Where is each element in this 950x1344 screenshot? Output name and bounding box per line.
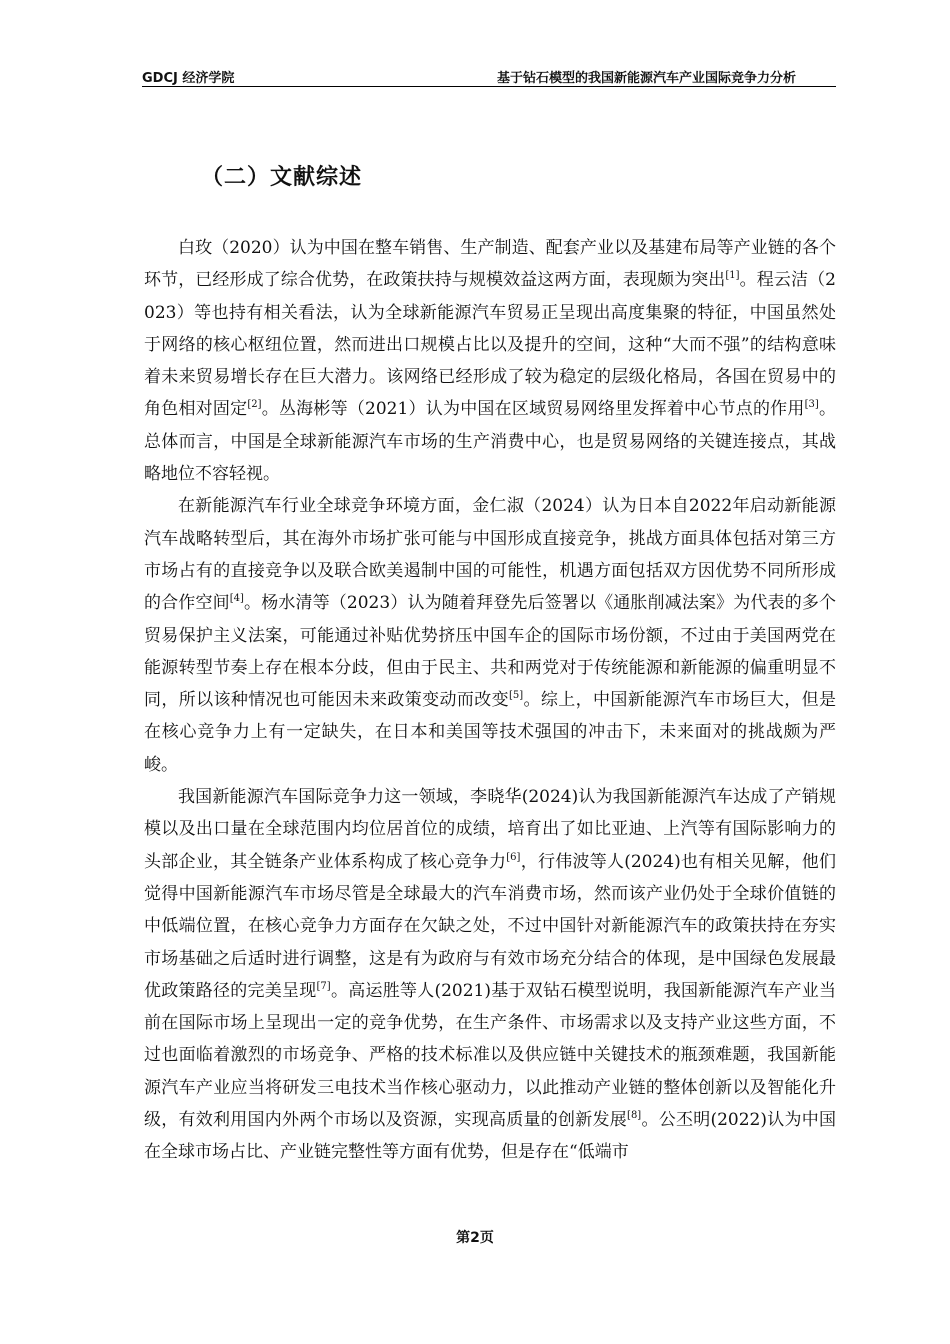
text-run: 。综上，中国新能源汽车市场巨大，但是在核心竞争力上有一定缺失，在日本和美国等技术强国的冲击下，未来面对的挑战颇为严峻。	[144, 690, 836, 775]
text-run: 。程云洁（2023）等也持有相关看法，认为全球新能源汽车贸易正呈现出高度集聚的特征，中国虽然处于网络的核心枢纽位置，然而进出口规模占比以及提升的空间，这种“大而不强”的结构意味着未来贸易增长存在巨大潜力。该网络已经形成了较为稳定的层级化格局，各国在贸易中的角色相对固定	[144, 270, 836, 420]
header-paper-title: 基于钻石模型的我国新能源汽车产业国际竞争力分析	[496, 71, 796, 86]
header-institution: GDCJ 经济学院	[142, 71, 235, 86]
paragraph-1	[144, 232, 836, 490]
text-run: 在新能源汽车行业全球竞争环境方面，金仁淑（2024）认为日本自2022年启动新能源汽车战略转型后，其在海外市场扩张可能与中国形成直接竞争，挑战方面具体包括对第三方市场占有的直接竞争以及联合欧美遏制中国的可能性，机遇方面包括双方因优势不同所形成的合作空间	[144, 496, 836, 614]
citation-ref[interactable]: [4]	[229, 593, 244, 605]
page-header	[142, 66, 836, 87]
text-run: ，行伟波等人(2024)也有相关见解，他们觉得中国新能源汽车市场尽管是全球最大的汽车消费市场，然而该产业仍处于全球价值链的中低端位置，在核心竞争力方面存在欠缺之处，不过中国针对新能源汽车的政策扶持在夯实市场基础之后适时进行调整，这是有为政府与有效市场充分结合的体现，是中国绿色发展最优政策路径的完美呈现	[144, 851, 837, 1001]
text-run: 。杨水清等（2023）认为随着拜登先后签署以《通胀削减法案》为代表的多个贸易保护主义法案，可能通过补贴优势挤压中国车企的国际市场份额，不过由于美国两党在能源转型节奏上存在根本分歧，但由于民主、共和两党对于传统能源和新能源的偏重明显不同，所以该种情况也可能因未来政策变动而改变	[144, 593, 836, 711]
paragraph-2	[144, 490, 836, 781]
section-title: （二）文献综述	[201, 165, 363, 190]
citation-ref[interactable]: [8]	[627, 1110, 642, 1122]
text-run: 。高运胜等人(2021)基于双钻石模型说明，我国新能源汽车产业当前在国际市场上呈现出一定的竞争优势，在生产条件、市场需求以及支持产业这些方面，不过也面临着激烈的市场竞争、严格的技术标准以及供应链中关键技术的瓶颈难题，我国新能源汽车产业应当将研发三电技术当作核心驱动力，以此推动产业链的整体创新以及智能化升级，有效利用国内外两个市场以及资源，实现高质量的创新发展	[144, 980, 836, 1131]
text-run: 。丛海彬等（2021）认为中国在区域贸易网络里发挥着中心节点的作用	[261, 399, 805, 420]
citation-ref[interactable]: [2]	[247, 399, 262, 411]
paragraph-3	[144, 781, 836, 1169]
citation-ref[interactable]: [6]	[506, 851, 521, 863]
page-number: 第2页	[456, 1230, 494, 1246]
citation-ref[interactable]: [7]	[316, 980, 331, 992]
citation-ref[interactable]: [1]	[725, 270, 740, 282]
citation-ref[interactable]: [3]	[804, 399, 819, 411]
citation-ref[interactable]: [5]	[508, 690, 524, 702]
body-text	[144, 232, 836, 1169]
text-run: 。总体而言，中国是全球新能源汽车市场的生产消费中心，也是贸易网络的关键连接点，其战略地位不容轻视。	[144, 399, 837, 485]
text-run: 。公丕明(2022)认为中国在全球市场占比、产业链完整性等方面有优势，但是存在“低端市	[144, 1110, 837, 1163]
text-run: 我国新能源汽车国际竞争力这一领域，李晓华(2024)认为我国新能源汽车达成了产销规模以及出口量在全球范围内均位居首位的成绩，培育出了如比亚迪、上汽等有国际影响力的头部企业，其全链条产业体系构成了核心竞争力	[144, 787, 836, 872]
text-run: 白玫（2020）认为中国在整车销售、生产制造、配套产业以及基建布局等产业链的各个环节，已经形成了综合优势，在政策扶持与规模效益这两方面，表现颇为突出	[144, 238, 836, 291]
